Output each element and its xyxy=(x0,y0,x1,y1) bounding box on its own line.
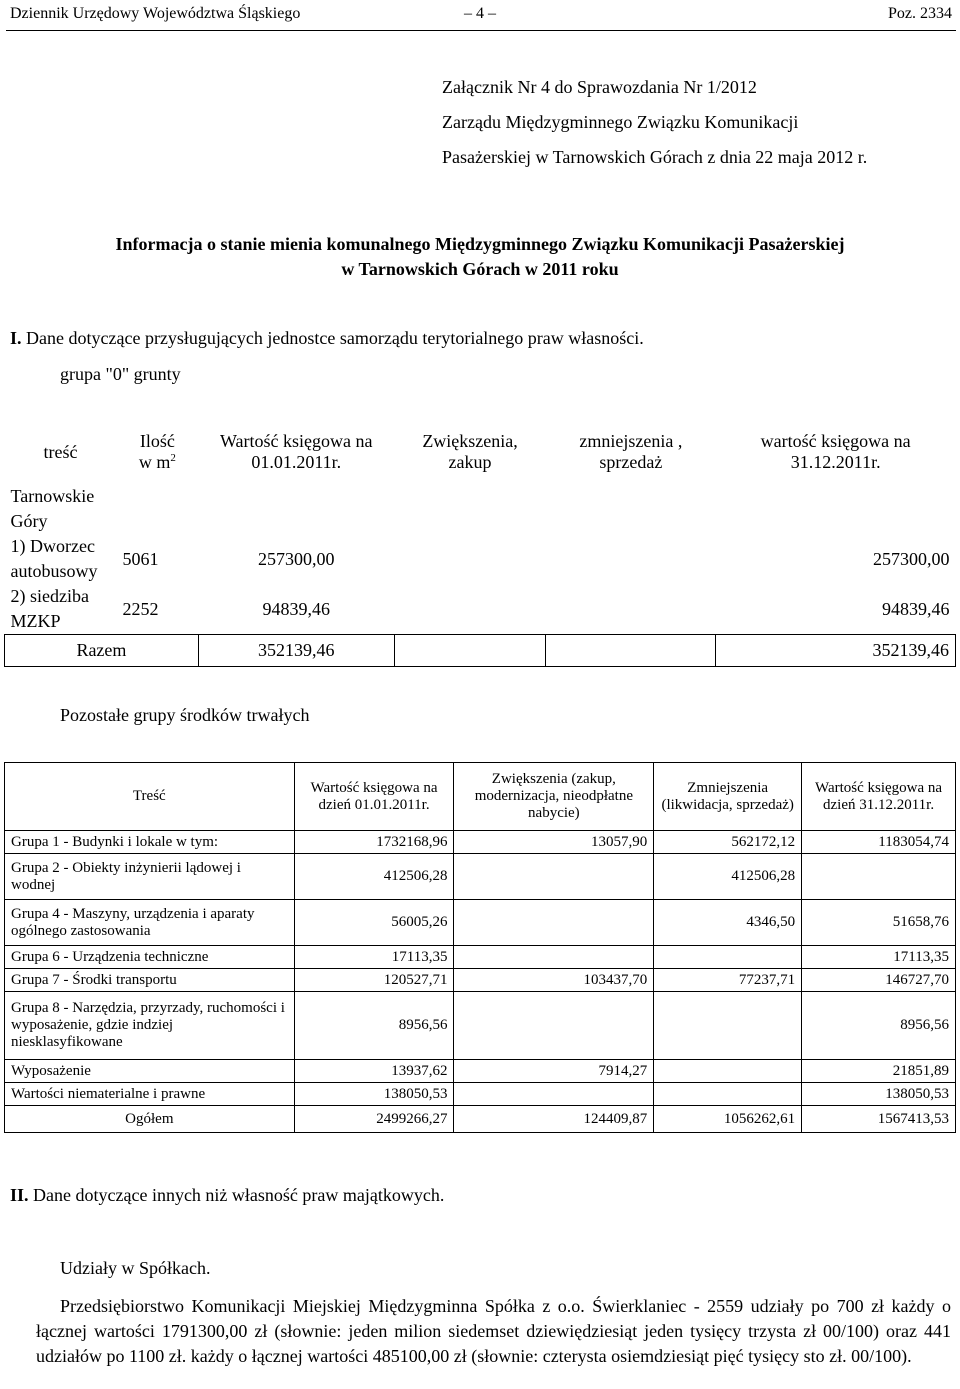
land-table xyxy=(4,424,956,667)
section-1-heading xyxy=(10,328,644,349)
table-row xyxy=(5,1060,956,1083)
position-number: Poz. 2334 xyxy=(888,5,952,22)
row-value-end: 257300,00 xyxy=(873,548,950,569)
row-value-end xyxy=(802,854,956,900)
row-decrease xyxy=(654,1083,802,1106)
row-increase xyxy=(454,1083,654,1106)
land-table-header xyxy=(5,424,956,480)
total-label: Razem xyxy=(5,635,199,667)
row-value-start: 13937,62 xyxy=(294,1060,454,1083)
document-title-line-1: Informacja o stanie mienia komunalnego Międzygminnego Związku Komunikacji Pasażerskiej xyxy=(115,234,845,254)
section-1-text: Dane dotyczące przysługujących jednostce samorządu terytorialnego praw własności. xyxy=(26,328,644,348)
total-value-end: 352139,46 xyxy=(716,635,956,667)
row-name: Grupa 6 - Urządzenia techniczne xyxy=(5,946,295,969)
assets-table-header xyxy=(5,763,956,831)
header-tresc: Treść xyxy=(5,763,295,831)
row-increase xyxy=(454,946,654,969)
row-name: Wartości niematerialne i prawne xyxy=(5,1083,295,1106)
row-value-start: 56005,26 xyxy=(294,900,454,946)
total-value-start: 352139,46 xyxy=(198,635,394,667)
row-value-end: 8956,56 xyxy=(802,992,956,1060)
row-value-end: 21851,89 xyxy=(802,1060,956,1083)
row-value-end: 94839,46 xyxy=(882,598,950,619)
header-increase: Zwiększenia, zakup xyxy=(422,431,518,472)
row-decrease xyxy=(546,584,716,635)
total-increase: 124409,87 xyxy=(454,1106,654,1133)
place-name: Tarnowskie Góry xyxy=(10,486,95,531)
row-name: Grupa 1 - Budynki i lokale w tym: xyxy=(5,831,295,854)
header-value-start: Wartość księgowa na 01.01.2011r. xyxy=(219,431,373,472)
row-value-start: 138050,53 xyxy=(294,1083,454,1106)
row-area: 5061 xyxy=(122,548,159,569)
row-increase xyxy=(394,584,546,635)
row-value-start: 257300,00 xyxy=(257,548,335,569)
header-tresc: treść xyxy=(43,441,78,462)
row-name: 2) siedziba MZKP xyxy=(10,586,89,631)
row-value-end: 1183054,74 xyxy=(802,831,956,854)
row-decrease xyxy=(654,1060,802,1083)
place-row xyxy=(5,480,956,534)
row-decrease xyxy=(546,534,716,584)
row-increase xyxy=(454,854,654,900)
row-value-start: 8956,56 xyxy=(294,992,454,1060)
row-value-start: 1732168,96 xyxy=(294,831,454,854)
header-increase: Zwiększenia (zakup, modernizacja, nieodpłatne nabycie) xyxy=(454,763,654,831)
row-value-end: 138050,53 xyxy=(802,1083,956,1106)
row-decrease xyxy=(654,946,802,969)
header-decrease: zmniejszenia , sprzedaż xyxy=(579,431,683,472)
row-value-end: 17113,35 xyxy=(802,946,956,969)
table-row xyxy=(5,969,956,992)
table-row xyxy=(5,854,956,900)
header-ilosc-unit: w m xyxy=(138,452,171,472)
total-decrease: 1056262,61 xyxy=(654,1106,802,1133)
row-name: Grupa 8 - Narzędzia, przyrzady, ruchomości i wyposażenie, gdzie indziej niesklasyfikowane xyxy=(5,992,295,1060)
fixed-assets-table xyxy=(4,762,956,1133)
shares-heading: Udziały w Spółkach. xyxy=(60,1258,211,1278)
table-row xyxy=(5,534,956,584)
row-decrease xyxy=(654,992,802,1060)
table-row xyxy=(5,584,956,635)
total-label: Ogółem xyxy=(5,1106,295,1133)
table-row xyxy=(5,1083,956,1106)
row-name: Grupa 2 - Obiekty inżynierii lądowej i wodnej xyxy=(5,854,295,900)
table-row xyxy=(5,992,956,1060)
row-increase: 13057,90 xyxy=(454,831,654,854)
header-value-end: wartość księgowa na 31.12.2011r. xyxy=(760,431,911,472)
row-name: Grupa 4 - Maszyny, urządzenia i aparaty ogólnego zastosowania xyxy=(5,900,295,946)
row-name: 1) Dworzec autobusowy xyxy=(10,536,98,581)
row-decrease: 4346,50 xyxy=(654,900,802,946)
row-decrease: 562172,12 xyxy=(654,831,802,854)
row-value-end: 51658,76 xyxy=(802,900,956,946)
row-value-start: 17113,35 xyxy=(294,946,454,969)
header-ilosc xyxy=(116,424,198,480)
row-increase: 7914,27 xyxy=(454,1060,654,1083)
row-name: Grupa 7 - Środki transportu xyxy=(5,969,295,992)
row-decrease: 77237,71 xyxy=(654,969,802,992)
row-area: 2252 xyxy=(122,598,159,619)
table-row xyxy=(5,831,956,854)
row-value-start: 120527,71 xyxy=(294,969,454,992)
row-increase xyxy=(394,534,546,584)
document-title-line-2: w Tarnowskich Górach w 2011 roku xyxy=(341,259,619,279)
shares-paragraph: Przedsiębiorstwo Komunikacji Miejskiej Międzygminna Spółka z o.o. Świerklaniec - 2559 udziały po 700 zł każdy o łącznej wartości 1791300,00 zł (słownie: jeden milion siedemset dziewiędziesiąt jeden tysięcy trzysta zł 00/100) oraz 441 udziałów po 1100 zł. każdy o łącznej wartości 485100,00 zł (słownie: czterysta osiemdziesiąt pięć tysięcy sto zł. 00/100). xyxy=(36,1296,951,1366)
annex-line-2: Zarządu Międzygminnego Związku Komunikacji xyxy=(442,112,799,132)
row-increase xyxy=(454,900,654,946)
section-2-text: Dane dotyczące innych niż własność praw majątkowych. xyxy=(33,1185,445,1205)
table-row xyxy=(5,900,956,946)
annex-line-1: Załącznik Nr 4 do Sprawozdania Nr 1/2012 xyxy=(442,77,757,97)
annex-line-3: Pasażerskiej w Tarnowskich Górach z dnia 22 maja 2012 r. xyxy=(442,147,868,167)
journal-name: Dziennik Urzędowy Województwa Śląskiego xyxy=(10,5,301,22)
total-row xyxy=(5,635,956,667)
group-0-label: grupa "0" grunty xyxy=(60,364,181,384)
header-ilosc-label: Ilość xyxy=(139,431,175,451)
row-value-start: 412506,28 xyxy=(294,854,454,900)
other-groups-heading: Pozostałe grupy środków trwałych xyxy=(60,705,310,725)
page-number: – 4 – xyxy=(464,5,496,22)
row-increase: 103437,70 xyxy=(454,969,654,992)
total-value-start: 2499266,27 xyxy=(294,1106,454,1133)
total-row xyxy=(5,1106,956,1133)
row-decrease: 412506,28 xyxy=(654,854,802,900)
page-header xyxy=(6,0,956,31)
header-ilosc-sup: 2 xyxy=(170,452,176,464)
total-value-end: 1567413,53 xyxy=(802,1106,956,1133)
header-decrease: Zmniejszenia (likwidacja, sprzedaż) xyxy=(654,763,802,831)
row-value-end: 146727,70 xyxy=(802,969,956,992)
header-value-end: Wartość księgowa na dzień 31.12.2011r. xyxy=(802,763,956,831)
row-value-start: 94839,46 xyxy=(262,598,330,619)
section-2-heading xyxy=(10,1185,444,1206)
row-name: Wyposażenie xyxy=(5,1060,295,1083)
section-2-number: II. xyxy=(10,1185,29,1205)
header-value-start: Wartość księgowa na dzień 01.01.2011r. xyxy=(294,763,454,831)
row-increase xyxy=(454,992,654,1060)
section-1-number: I. xyxy=(10,328,22,348)
table-row xyxy=(5,946,956,969)
